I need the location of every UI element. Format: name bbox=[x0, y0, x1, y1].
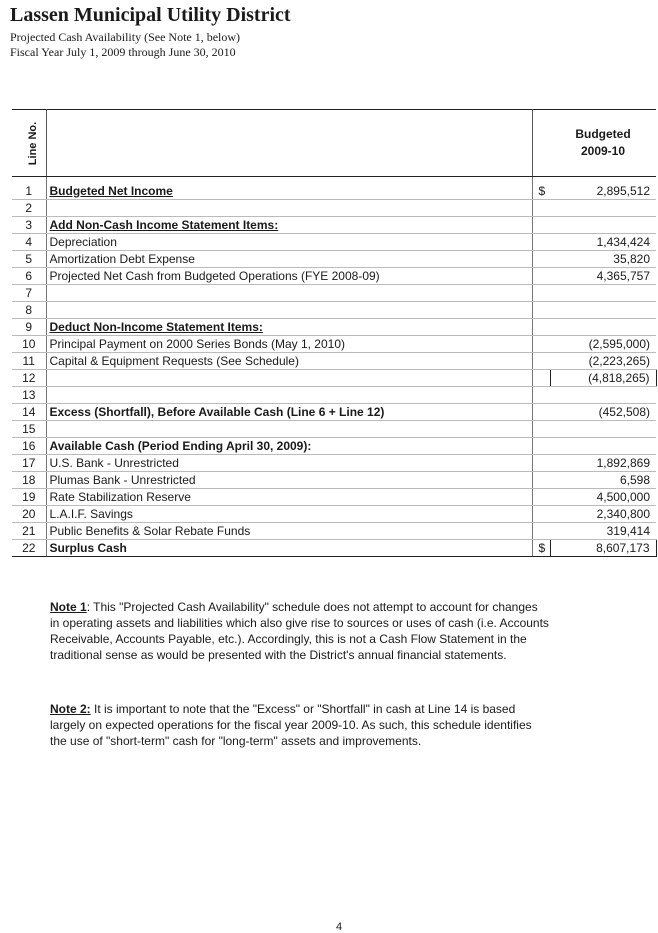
line-number: 5 bbox=[12, 251, 46, 268]
note-2-label: Note 2: bbox=[50, 702, 91, 716]
currency-symbol: $ bbox=[532, 540, 550, 557]
table-row bbox=[12, 455, 656, 472]
table-row bbox=[12, 387, 656, 404]
table-row bbox=[12, 302, 656, 319]
currency-symbol bbox=[532, 421, 550, 438]
line-number: 15 bbox=[12, 421, 46, 438]
currency-symbol bbox=[532, 353, 550, 370]
currency-symbol: $ bbox=[532, 177, 550, 200]
table-row bbox=[12, 438, 656, 455]
table-row bbox=[12, 489, 656, 506]
row-value bbox=[550, 302, 656, 319]
line-number: 17 bbox=[12, 455, 46, 472]
row-value: 35,820 bbox=[550, 251, 656, 268]
line-number: 19 bbox=[12, 489, 46, 506]
row-value bbox=[550, 387, 656, 404]
row-value: 1,892,869 bbox=[550, 455, 656, 472]
table-row bbox=[12, 336, 656, 353]
row-value: (2,595,000) bbox=[550, 336, 656, 353]
currency-symbol bbox=[532, 472, 550, 489]
row-label: L.A.I.F. Savings bbox=[46, 506, 532, 523]
row-label bbox=[46, 421, 532, 438]
line-no-header bbox=[12, 110, 46, 177]
currency-symbol bbox=[532, 370, 550, 387]
table-row bbox=[12, 285, 656, 302]
row-value bbox=[550, 421, 656, 438]
row-value: (452,508) bbox=[550, 404, 656, 421]
table-row bbox=[12, 370, 656, 387]
table-row bbox=[12, 177, 656, 200]
table-row bbox=[12, 268, 656, 285]
currency-header bbox=[532, 110, 550, 177]
budget-header bbox=[550, 110, 656, 177]
line-number: 3 bbox=[12, 217, 46, 234]
row-value: 2,895,512 bbox=[550, 177, 656, 200]
currency-symbol bbox=[532, 523, 550, 540]
currency-symbol bbox=[532, 251, 550, 268]
page-number: 4 bbox=[336, 921, 343, 933]
row-label: Excess (Shortfall), Before Available Cash (Line 6 + Line 12) bbox=[49, 404, 385, 419]
row-value bbox=[550, 200, 656, 217]
fiscal-year-line: Fiscal Year July 1, 2009 through June 30, 2010 bbox=[10, 45, 236, 59]
row-label bbox=[46, 370, 532, 387]
line-number: 22 bbox=[12, 540, 46, 557]
line-number: 12 bbox=[12, 370, 46, 387]
row-label: Capital & Equipment Requests (See Schedule) bbox=[46, 353, 532, 370]
line-number: 16 bbox=[12, 438, 46, 455]
line-number: 14 bbox=[12, 404, 46, 421]
row-value: 319,414 bbox=[550, 523, 656, 540]
currency-symbol bbox=[532, 438, 550, 455]
line-number: 18 bbox=[12, 472, 46, 489]
line-number: 13 bbox=[12, 387, 46, 404]
row-label: Projected Net Cash from Budgeted Operations (FYE 2008-09) bbox=[46, 268, 532, 285]
row-label bbox=[46, 200, 532, 217]
table-row bbox=[12, 353, 656, 370]
row-label: Plumas Bank - Unrestricted bbox=[46, 472, 532, 489]
table-row bbox=[12, 217, 656, 234]
section-heading: Add Non-Cash Income Statement Items: bbox=[49, 217, 279, 232]
row-value bbox=[550, 285, 656, 302]
currency-symbol bbox=[532, 234, 550, 251]
budget-header-line2: 2009-10 bbox=[580, 144, 626, 158]
budget-header-line1: Budgeted bbox=[575, 127, 631, 141]
document-title: Lassen Municipal Utility District bbox=[10, 4, 291, 26]
row-label bbox=[46, 302, 532, 319]
table-row bbox=[12, 472, 656, 489]
row-label: Rate Stabilization Reserve bbox=[46, 489, 532, 506]
row-label: Principal Payment on 2000 Series Bonds (May 1, 2010) bbox=[46, 336, 532, 353]
note-2-text: It is important to note that the "Excess" or "Shortfall" in cash at Line 14 is based largely on expected operations for the fiscal year 2009-10. As such, this schedule identifies the use of "short-term" cash for "long-term" assets and improvements. bbox=[50, 702, 532, 748]
line-number: 21 bbox=[12, 523, 46, 540]
section-heading: Deduct Non-Income Statement Items: bbox=[49, 319, 263, 334]
currency-symbol bbox=[532, 489, 550, 506]
table-row bbox=[12, 421, 656, 438]
note-1-text: : This "Projected Cash Availability" schedule does not attempt to account for changes in operating assets and liabilities which also give rise to sources or uses of cash (i.e. Accounts Receivable, Accounts Payable, etc.). Accordingly, this is not a Cash Flow Statement in the traditional sense as would be presented with the District's annual financial statements. bbox=[50, 600, 549, 662]
currency-symbol bbox=[532, 200, 550, 217]
row-value bbox=[550, 438, 656, 455]
section-heading: Available Cash (Period Ending April 30, 2009): bbox=[49, 438, 312, 453]
currency-symbol bbox=[532, 319, 550, 336]
row-label: U.S. Bank - Unrestricted bbox=[46, 455, 532, 472]
row-label bbox=[46, 387, 532, 404]
row-value: 1,434,424 bbox=[550, 234, 656, 251]
table-row bbox=[12, 404, 656, 421]
row-label: Depreciation bbox=[46, 234, 532, 251]
row-label: Amortization Debt Expense bbox=[46, 251, 532, 268]
currency-symbol bbox=[532, 387, 550, 404]
row-value bbox=[550, 319, 656, 336]
table-row bbox=[12, 540, 656, 557]
line-number: 6 bbox=[12, 268, 46, 285]
line-number: 1 bbox=[12, 177, 46, 200]
currency-symbol bbox=[532, 302, 550, 319]
line-number: 10 bbox=[12, 336, 46, 353]
currency-symbol bbox=[532, 268, 550, 285]
description-header bbox=[46, 110, 532, 177]
row-value: 2,340,800 bbox=[550, 506, 656, 523]
table-row bbox=[12, 200, 656, 217]
line-number: 7 bbox=[12, 285, 46, 302]
note-2 bbox=[50, 701, 550, 749]
row-value: (4,818,265) bbox=[550, 370, 656, 387]
currency-symbol bbox=[532, 285, 550, 302]
line-no-header-label: Line No. bbox=[27, 121, 40, 166]
row-label: Surplus Cash bbox=[49, 540, 127, 555]
note-1-label: Note 1 bbox=[50, 600, 87, 614]
row-value: 8,607,173 bbox=[550, 540, 656, 557]
note-1 bbox=[50, 599, 550, 663]
row-value: 4,365,757 bbox=[550, 268, 656, 285]
row-label bbox=[46, 285, 532, 302]
row-label: Budgeted Net Income bbox=[49, 183, 173, 198]
line-number: 4 bbox=[12, 234, 46, 251]
row-label: Public Benefits & Solar Rebate Funds bbox=[46, 523, 532, 540]
currency-symbol bbox=[532, 455, 550, 472]
cash-availability-table bbox=[12, 109, 657, 557]
table-row bbox=[12, 251, 656, 268]
table-header-row bbox=[12, 110, 656, 177]
currency-symbol bbox=[532, 217, 550, 234]
currency-symbol bbox=[532, 506, 550, 523]
row-value: 6,598 bbox=[550, 472, 656, 489]
table-row bbox=[12, 234, 656, 251]
currency-symbol bbox=[532, 404, 550, 421]
row-value: (2,223,265) bbox=[550, 353, 656, 370]
table-row bbox=[12, 506, 656, 523]
currency-symbol bbox=[532, 336, 550, 353]
line-number: 9 bbox=[12, 319, 46, 336]
row-value: 4,500,000 bbox=[550, 489, 656, 506]
row-value bbox=[550, 217, 656, 234]
document-subtitle: Projected Cash Availability (See Note 1, below) bbox=[10, 30, 241, 44]
line-number: 2 bbox=[12, 200, 46, 217]
line-number: 20 bbox=[12, 506, 46, 523]
line-number: 8 bbox=[12, 302, 46, 319]
line-number: 11 bbox=[12, 353, 46, 370]
table-row bbox=[12, 523, 656, 540]
table-row bbox=[12, 319, 656, 336]
